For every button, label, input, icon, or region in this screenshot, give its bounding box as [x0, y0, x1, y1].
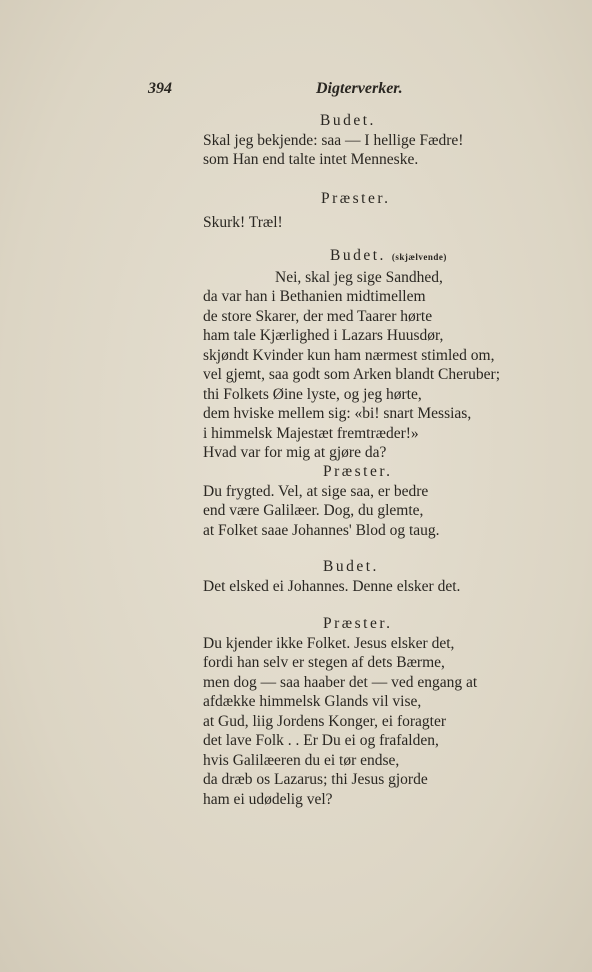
- verse-line: Nei, skal jeg sige Sandhed,: [275, 268, 443, 286]
- verse-line: thi Folkets Øine lyste, og jeg hørte,: [203, 385, 422, 403]
- speaker-name: Præster.: [323, 615, 393, 632]
- running-title: Digterverker.: [316, 80, 403, 97]
- verse-line: dem hviske mellem sig: «bi! snart Messias,: [203, 405, 472, 422]
- verse-line: Du frygted. Vel, at sige saa, er bedre: [203, 482, 429, 500]
- verse-line: da var han i Bethanien midtimellem: [203, 288, 426, 305]
- stage-direction: (skjælvende): [391, 252, 447, 262]
- speaker-heading: [203, 614, 477, 634]
- verse-line: vel gjemt, saa godt som Arken blandt Cheruber;: [203, 366, 501, 383]
- speaker-heading: [203, 111, 463, 131]
- running-head: [148, 80, 408, 100]
- speech-block: [203, 246, 500, 463]
- verse-line: ham tale Kjærlighed i Lazars Huusdør,: [203, 327, 444, 344]
- verse-line: Skal jeg bekjende: saa — I hellige Fædre!: [203, 131, 464, 149]
- verse-line: fordi han selv er stegen af dets Bærme,: [203, 654, 445, 671]
- speech-block: [203, 614, 477, 809]
- page-number: 394: [148, 80, 172, 97]
- verse-line: Skurk! Træl!: [203, 213, 283, 231]
- verse-line: end være Galilæer. Dog, du glemte,: [203, 502, 424, 519]
- speech-block: [203, 189, 391, 232]
- speaker-heading: [203, 189, 391, 209]
- speaker-name: Budet.: [330, 247, 386, 264]
- verse-line: men dog — saa haaber det — ved engang at: [203, 673, 478, 691]
- verse-line: Du kjender ikke Folket. Jesus elsker det,: [203, 634, 455, 652]
- speech-block: [203, 111, 463, 170]
- speaker-name: Præster.: [323, 463, 393, 480]
- verse-line: de store Skarer, der med Taarer hørte: [203, 307, 433, 325]
- verse-line: det lave Folk . . Er Du ei og frafalden,: [203, 732, 439, 749]
- speaker-heading: [203, 246, 500, 268]
- speaker-name: Præster.: [321, 190, 391, 207]
- speaker-heading: [203, 462, 440, 482]
- verse-line: afdække himmelsk Glands vil vise,: [203, 693, 422, 710]
- verse-line: hvis Galilæeren du ei tør endse,: [203, 751, 400, 769]
- speech-block: [203, 462, 440, 540]
- speech-block: [203, 557, 460, 596]
- verse-line: at Folket saae Johannes' Blod og taug.: [203, 521, 440, 539]
- verse-line: at Gud, liig Jordens Konger, ei foragter: [203, 712, 447, 730]
- verse-line: skjøndt Kvinder kun ham nærmest stimled om,: [203, 346, 495, 364]
- verse-line: da dræb os Lazarus; thi Jesus gjorde: [203, 771, 428, 788]
- speaker-name: Budet.: [323, 558, 379, 575]
- speaker-name: Budet.: [320, 112, 376, 129]
- speaker-heading: [203, 557, 460, 577]
- verse-line: Hvad var for mig at gjøre da?: [203, 444, 387, 461]
- verse-line: som Han end talte intet Menneske.: [203, 151, 419, 168]
- verse-line: i himmelsk Majestæt fremtræder!»: [203, 424, 419, 442]
- verse-line: Det elsked ei Johannes. Denne elsker det.: [203, 577, 461, 595]
- verse-line: ham ei udødelig vel?: [203, 790, 333, 808]
